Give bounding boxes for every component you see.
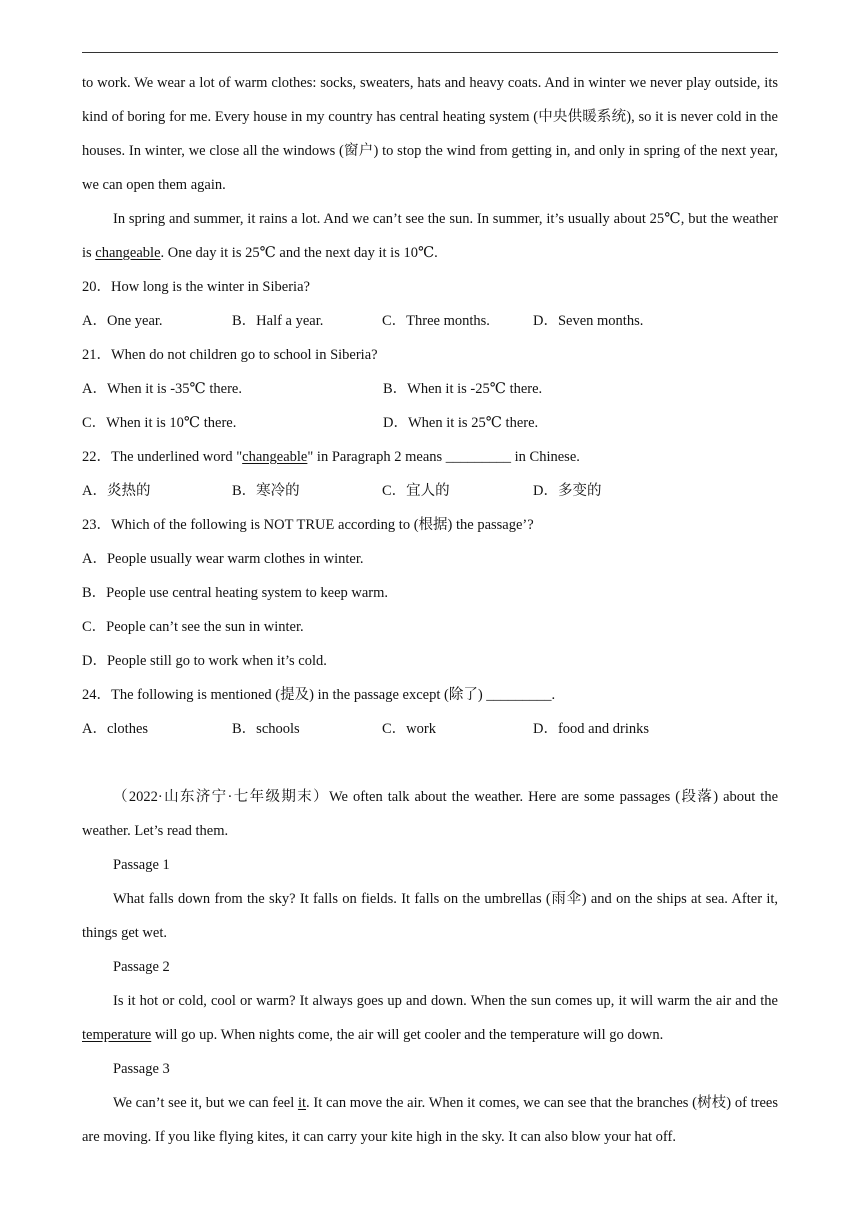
question-20-options xyxy=(82,304,778,338)
option-d[interactable]: D．Seven months. xyxy=(533,313,644,329)
question-22-stem xyxy=(82,440,778,474)
passage-2-title: Passage 2 xyxy=(113,959,170,975)
paragraph-text: to work. We wear a lot of warm clothes: socks, sweaters, hats and heavy coats. And in winter we never play outside, its kind of boring for me. Every house in my country has central heating system (中央供暖系统), so it is never cold in the houses. In winter, we close all the windows (窗户) to stop the wind from getting in, and only in spring of the next year, we can open them again. xyxy=(82,75,778,193)
option-c[interactable]: C．People can’t see the sun in winter. xyxy=(82,619,304,635)
underlined-word: changeable xyxy=(242,449,308,465)
paragraph-text: will go up. When nights come, the air will get cooler and the temperature will go down. xyxy=(151,1027,664,1043)
question-20-stem: 20．How long is the winter in Siberia? xyxy=(82,279,310,295)
stem-text: 22．The underlined word " xyxy=(82,449,243,465)
header-rule xyxy=(82,52,778,53)
passage-paragraph-2 xyxy=(82,202,778,270)
option-b[interactable]: B．寒冷的 xyxy=(232,483,300,499)
passage-paragraph-1 xyxy=(82,66,778,202)
option-d[interactable]: D．food and drinks xyxy=(533,721,649,737)
option-d[interactable]: D．When it is 25℃ there. xyxy=(383,415,539,431)
paragraph-text: . It can move the air. When it comes, we can see that the branches (树枝) of trees are moving. If you like flying kites, it can carry your kite high in the sky. It can also blow your hat off. xyxy=(82,1095,778,1145)
question-21-stem: 21．When do not children go to school in Siberia? xyxy=(82,347,378,363)
option-a[interactable]: A．When it is -35℃ there. xyxy=(82,381,242,397)
option-b[interactable]: B．People use central heating system to keep warm. xyxy=(82,585,389,601)
question-24-options xyxy=(82,712,778,746)
passage-1-title: Passage 1 xyxy=(113,857,170,873)
option-d[interactable]: D．People still go to work when it’s cold. xyxy=(82,653,327,669)
underlined-word: changeable xyxy=(95,245,161,261)
underlined-word: it xyxy=(297,1095,307,1111)
option-b[interactable]: B．When it is -25℃ there. xyxy=(383,381,543,397)
option-a[interactable]: A．clothes xyxy=(82,721,149,737)
option-a[interactable]: A．One year. xyxy=(82,313,163,329)
section-2-intro: （2022·山东济宁·七年级期末）We often talk about the weather. Here are some passages (段落) about the weather. Let’s read them. xyxy=(82,789,778,839)
section-gap xyxy=(82,746,778,780)
question-24-stem: 24．The following is mentioned (提及) in the passage except (除了) _________. xyxy=(82,687,556,703)
option-d[interactable]: D．多变的 xyxy=(533,483,602,499)
option-c[interactable]: C．When it is 10℃ there. xyxy=(82,415,237,431)
document-page xyxy=(82,66,778,1154)
paragraph-text: Is it hot or cold, cool or warm? It always goes up and down. When the sun comes up, it will warm the air and the xyxy=(113,993,778,1009)
paragraph-text: We can’t see it, but we can feel xyxy=(113,1095,298,1111)
passage-3-text xyxy=(82,1086,778,1154)
option-a[interactable]: A．People usually wear warm clothes in winter. xyxy=(82,551,364,567)
option-a[interactable]: A．炎热的 xyxy=(82,483,151,499)
option-b[interactable]: B．schools xyxy=(232,721,300,737)
option-c[interactable]: C．work xyxy=(382,721,436,737)
option-c[interactable]: C．宜人的 xyxy=(382,483,450,499)
question-21-options xyxy=(82,372,778,440)
underlined-word: temperature xyxy=(82,1027,152,1043)
paragraph-text: . One day it is 25℃ and the next day it is 10℃. xyxy=(160,245,438,261)
paragraph-text: In spring and summer, it rains a lot. And we can’t see the sun. In summer, it’s usually about 25℃, but the weather is xyxy=(82,211,778,261)
stem-text: " in Paragraph 2 means _________ in Chinese. xyxy=(307,449,580,465)
passage-2-text xyxy=(82,984,778,1052)
question-23-stem: 23．Which of the following is NOT TRUE according to (根据) the passage’? xyxy=(82,517,534,533)
option-b[interactable]: B．Half a year. xyxy=(232,313,324,329)
option-c[interactable]: C．Three months. xyxy=(382,313,490,329)
passage-3-title: Passage 3 xyxy=(113,1061,170,1077)
passage-1-text: What falls down from the sky? It falls on fields. It falls on the umbrellas (雨伞) and on the ships at sea. After it, things get wet. xyxy=(82,891,778,941)
question-22-options xyxy=(82,474,778,508)
